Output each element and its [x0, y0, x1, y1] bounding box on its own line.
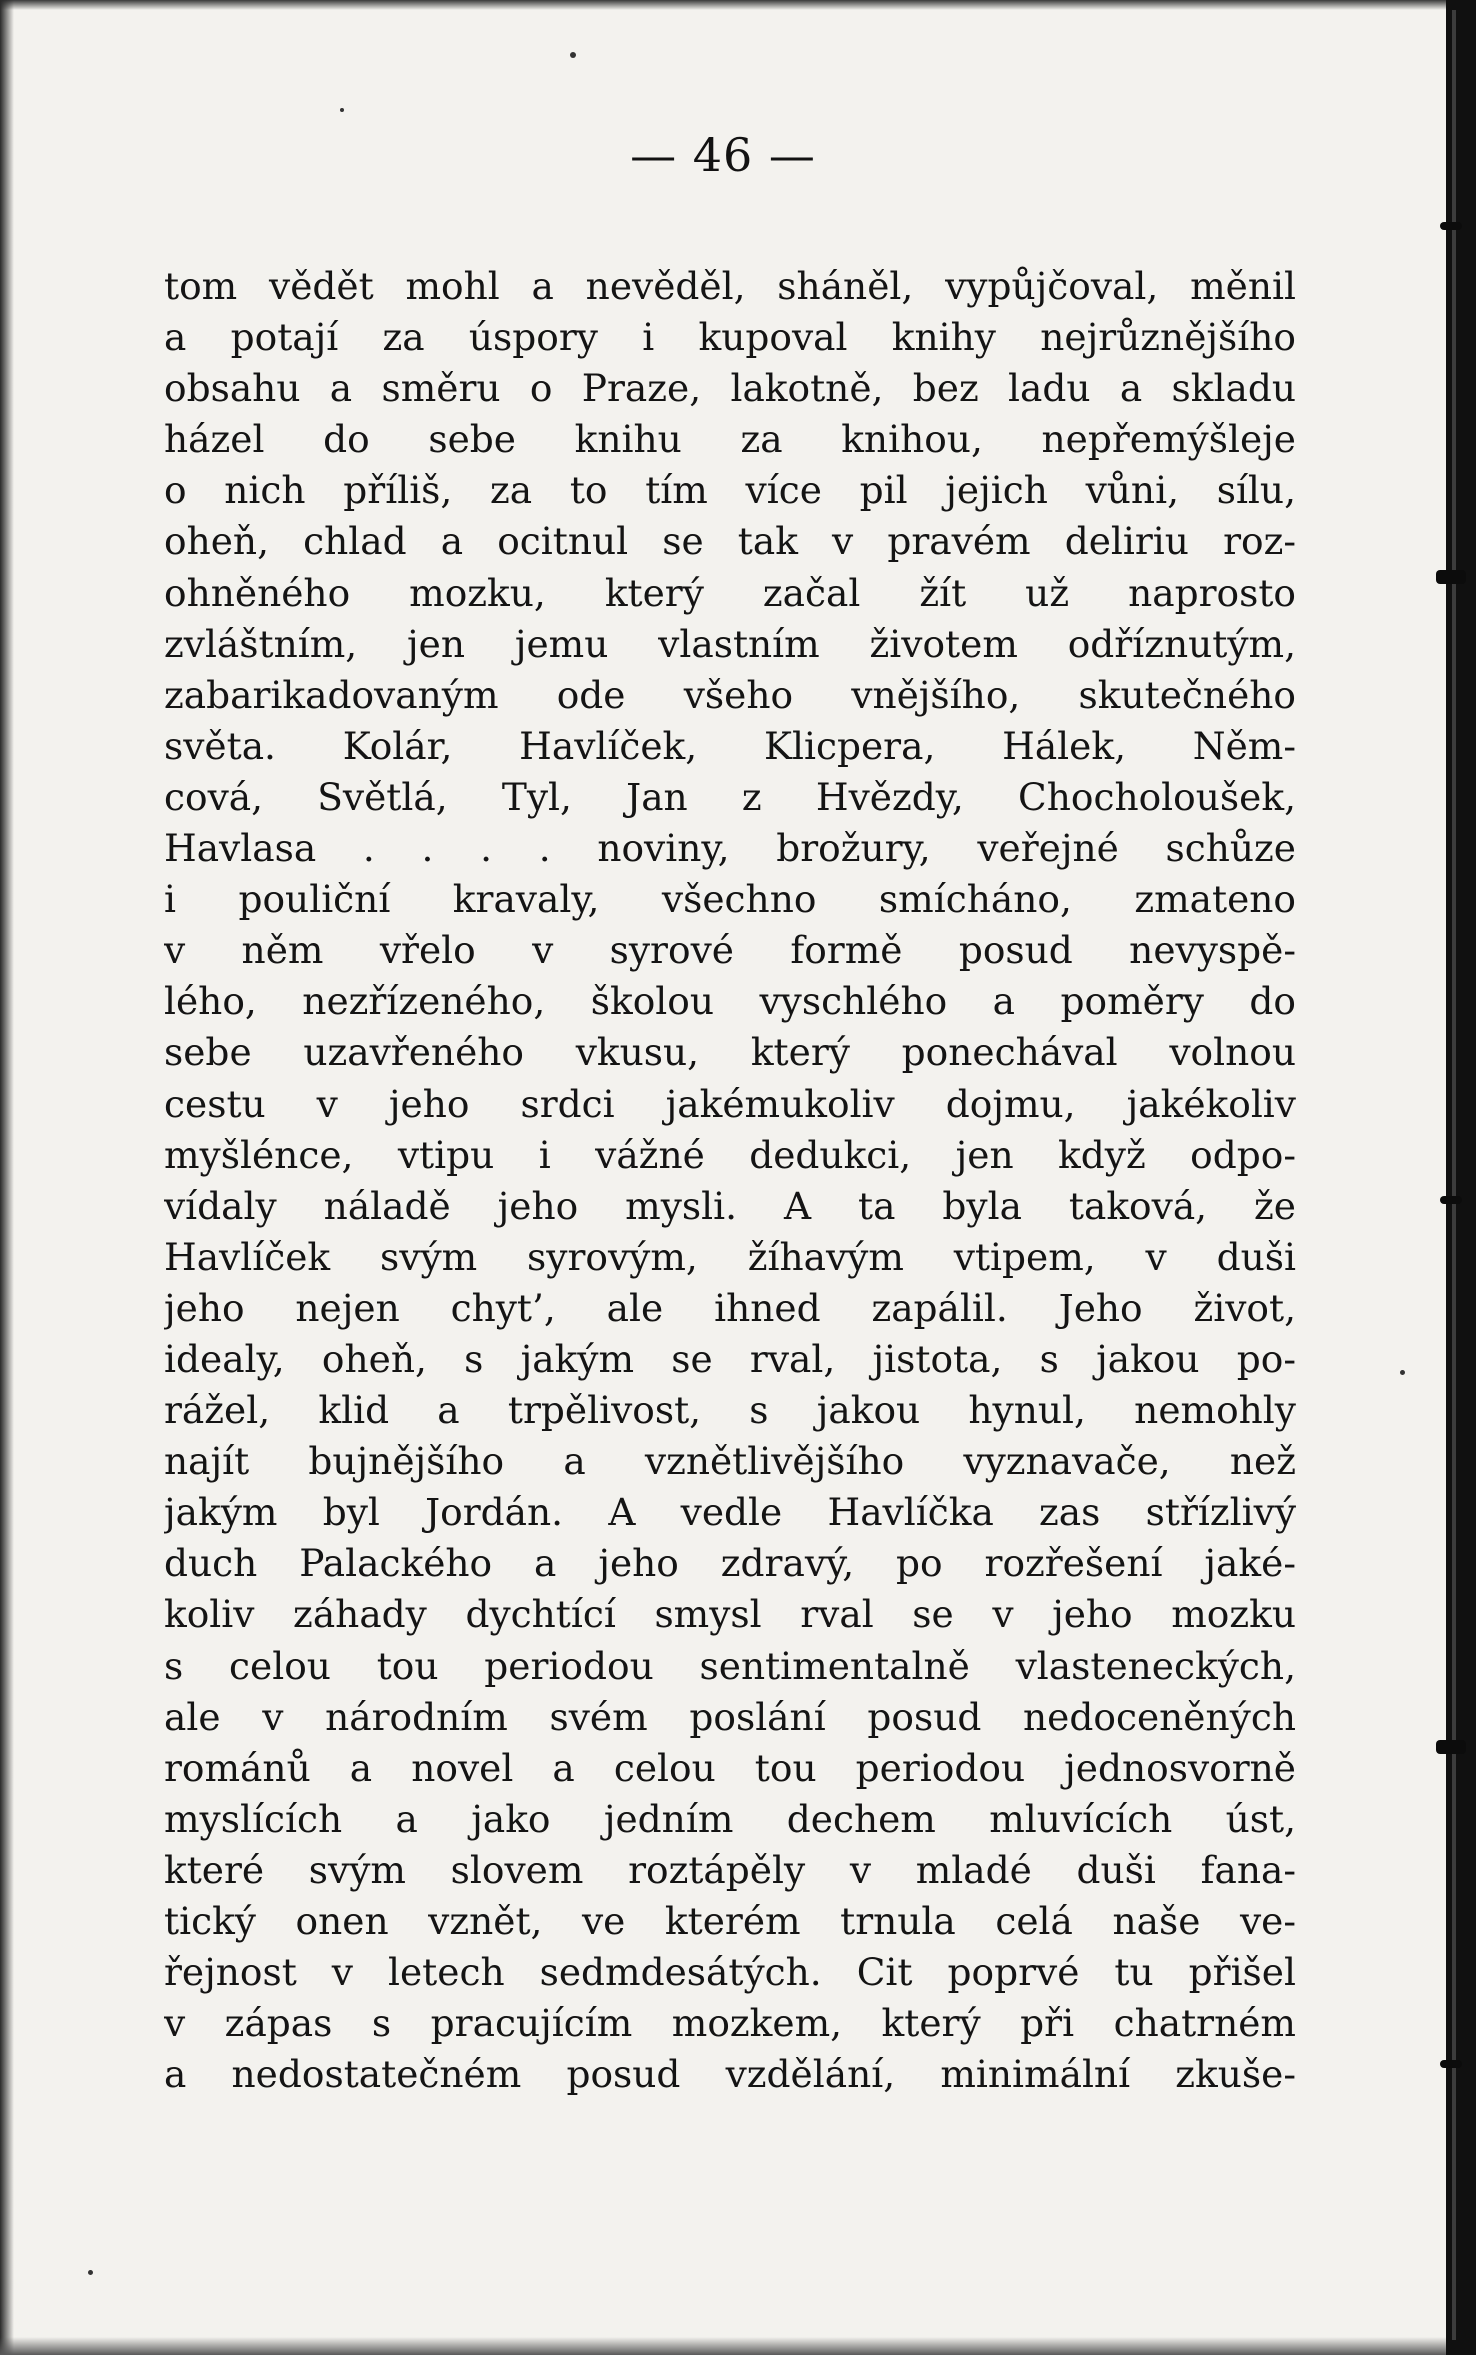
text-line: s celou tou periodou sentimentalně vlasteneckých,: [164, 1643, 1296, 1688]
text-line: idealy, oheň, s jakým se rval, jistota, s jakou po-: [164, 1336, 1296, 1381]
binding-thread: [1440, 1196, 1462, 1204]
page-top-edge: [0, 0, 1446, 10]
paper-speck: [570, 52, 576, 58]
binding-thread: [1440, 222, 1462, 230]
page-left-shadow: [0, 0, 14, 2355]
text-line: v něm vřelo v syrové formě posud nevyspě-: [164, 928, 1296, 973]
text-line: oheň, chlad a ocitnul se tak v pravém deliriu roz-: [164, 519, 1296, 564]
text-line: ohněného mozku, který začal žít už naprosto: [164, 570, 1296, 615]
text-line: zvláštním, jen jemu vlastním životem odříznutým,: [164, 621, 1296, 666]
binding-thread: [1436, 570, 1466, 584]
body-text: [164, 261, 1296, 2100]
text-line: tický onen vznět, ve kterém trnula celá naše ve-: [164, 1899, 1296, 1943]
text-line: koliv záhady dychtící smysl rval se v jeho mozku: [164, 1592, 1296, 1637]
text-line: které svým slovem roztápěly v mladé duši fana-: [164, 1847, 1296, 1892]
text-line: zabarikadovaným ode všeho vnějšího, skutečného: [164, 672, 1296, 717]
text-line: Havlíček svým syrovým, žíhavým vtipem, v duši: [164, 1234, 1296, 1279]
text-line: řejnost v letech sedmdesátých. Cit poprvé tu přišel: [164, 1950, 1296, 1995]
text-line: románů a novel a celou tou periodou jednosvorně: [164, 1745, 1296, 1790]
text-line: i pouliční kravaly, všechno smícháno, zmateno: [164, 877, 1296, 922]
text-line: o nich příliš, za to tím více pil jejich vůni, sílu,: [164, 468, 1296, 513]
text-line: duch Palackého a jeho zdravý, po rozřešení jaké-: [164, 1541, 1296, 1586]
text-line: a nedostatečném posud vzdělání, minimální zkuše-: [164, 2052, 1296, 2097]
text-line: rážel, klid a trpělivost, s jakou hynul, nemohly: [164, 1388, 1296, 1433]
text-line: cestu v jeho srdci jakémukoliv dojmu, jakékoliv: [164, 1081, 1296, 1126]
text-line: jakým byl Jordán. A vedle Havlíčka zas střízlivý: [164, 1490, 1296, 1535]
text-line: myslících a jako jedním dechem mluvících úst,: [164, 1796, 1296, 1841]
text-line: Havlasa . . . . noviny, brožury, veřejné schůze: [164, 826, 1296, 871]
text-line: sebe uzavřeného vkusu, který ponechával volnou: [164, 1030, 1296, 1075]
text-line: házel do sebe knihu za knihou, nepřemýšleje: [164, 417, 1296, 462]
text-line: světa. Kolár, Havlíček, Klicpera, Hálek, Něm-: [164, 723, 1296, 768]
page-number: — 46 —: [630, 128, 816, 182]
text-line: lého, nezřízeného, školou vyschlého a poměry do: [164, 979, 1296, 1024]
text-line: v zápas s pracujícím mozkem, který při chatrném: [164, 2001, 1296, 2046]
text-line: obsahu a směru o Praze, lakotně, bez ladu a skladu: [164, 366, 1296, 411]
text-line: cová, Světlá, Tyl, Jan z Hvězdy, Chocholoušek,: [164, 774, 1296, 819]
binding-thread: [1440, 2060, 1462, 2068]
text-line: ale v národním svém poslání posud nedoceněných: [164, 1694, 1296, 1739]
book-gutter: [1446, 0, 1476, 2355]
text-line: myšlénce, vtipu i vážné dedukci, jen když odpo-: [164, 1132, 1296, 1177]
text-line: tom vědět mohl a nevěděl, sháněl, vypůjčoval, měnil: [164, 264, 1296, 308]
text-line: a potají za úspory i kupoval knihy nejrůznějšího: [164, 315, 1296, 360]
text-line: jeho nejen chyt’, ale ihned zapálil. Jeho život,: [164, 1285, 1296, 1330]
paper-speck: [1400, 1370, 1405, 1375]
binding-edge: [1452, 10, 1456, 2340]
text-line: vídaly náladě jeho mysli. A ta byla taková, že: [164, 1183, 1296, 1228]
paper-speck: [340, 108, 344, 112]
page-bottom-edge: [0, 2337, 1446, 2355]
text-line: najít bujnějšího a vznětlivějšího vyznavače, než: [164, 1439, 1296, 1484]
paper-speck: [88, 2270, 93, 2275]
binding-thread: [1436, 1740, 1466, 1754]
